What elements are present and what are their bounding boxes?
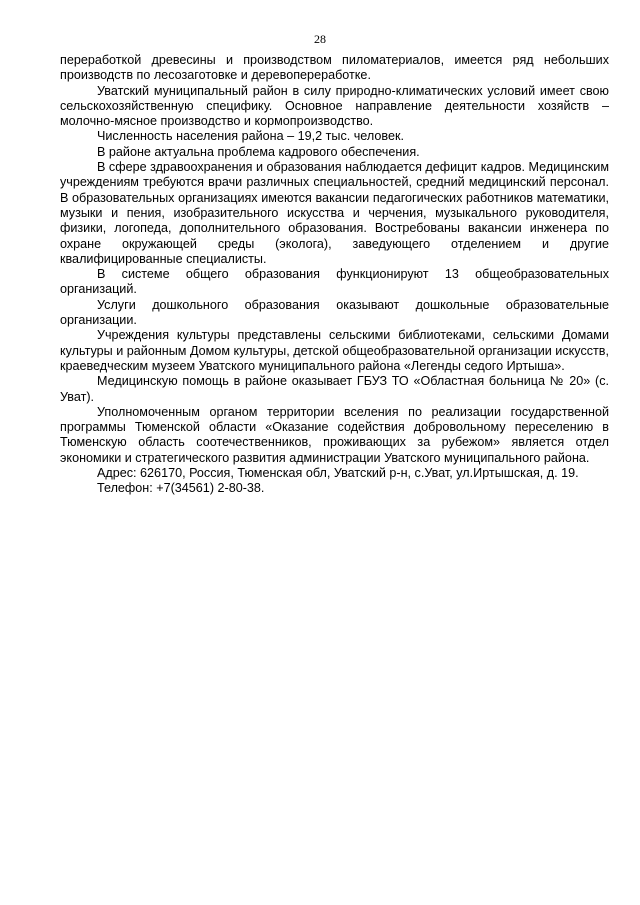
paragraph-population: Численность населения района – 19,2 тыс. человек. [97, 129, 404, 144]
paragraph-address: Адрес: 626170, Россия, Тюменская обл, Уватский р-н, с.Уват, ул.Иртышская, д. 19. [97, 466, 579, 481]
page-number: 28 [314, 32, 326, 46]
paragraph-general-education: В системе общего образования функционируют 13 общеобразовательных организаций. [60, 267, 609, 297]
paragraph-medical-care: Медицинскую помощь в районе оказывает ГБУЗ ТО «Областная больница № 20» (с. Уват). [60, 374, 609, 404]
document-body [60, 53, 609, 497]
paragraph-preschool: Услуги дошкольного образования оказывают дошкольные образовательные организации. [60, 297, 609, 328]
paragraph-authorized-body: Уполномоченным органом территории вселения по реализации государственной программы Тюменской области «Оказание содействия добровольному переселению в Тюменскую область соотечественников, проживающих за рубежом» является отдел экономики и стратегического развития администрации Уватского муниципального района. [60, 404, 609, 465]
paragraph-wood-processing: переработкой древесины и производством пиломатериалов, имеется ряд небольших производств по лесозаготовке и деревопереработке. [60, 53, 609, 83]
paragraph-culture: Учреждения культуры представлены сельскими библиотеками, сельскими Домами культуры и районным Домом культуры, детской общеобразовательной организации искусств, краеведческим музеем Уватского муниципального района «Легенды седого Иртыша». [60, 328, 609, 373]
paragraph-staffing-problem: В районе актуальна проблема кадрового обеспечения. [97, 144, 420, 159]
paragraph-phone: Телефон: +7(34561) 2-80-38. [97, 481, 265, 496]
paragraph-agriculture: Уватский муниципальный район в силу природно-климатических условий имеет свою сельскохозяйственную специфику. Основное направление деятельности хозяйств – молочно-мясное производство и кормопроизводство. [60, 83, 609, 129]
paragraph-vacancies: В сфере здравоохранения и образования наблюдается дефицит кадров. Медицинским учреждениям требуются врачи различных специальностей, средний медицинский персонал. В образовательных организациях имеются вакансии педагогических работников математики, музыки и пения, изобразительного искусства и черчения, музыкального руководителя, физики, логопеда, дополнительного образования. Востребованы вакансии инженера по охране окружающей среды (эколога), заведующего отделением и другие квалифицированные специалисты. [60, 160, 609, 266]
